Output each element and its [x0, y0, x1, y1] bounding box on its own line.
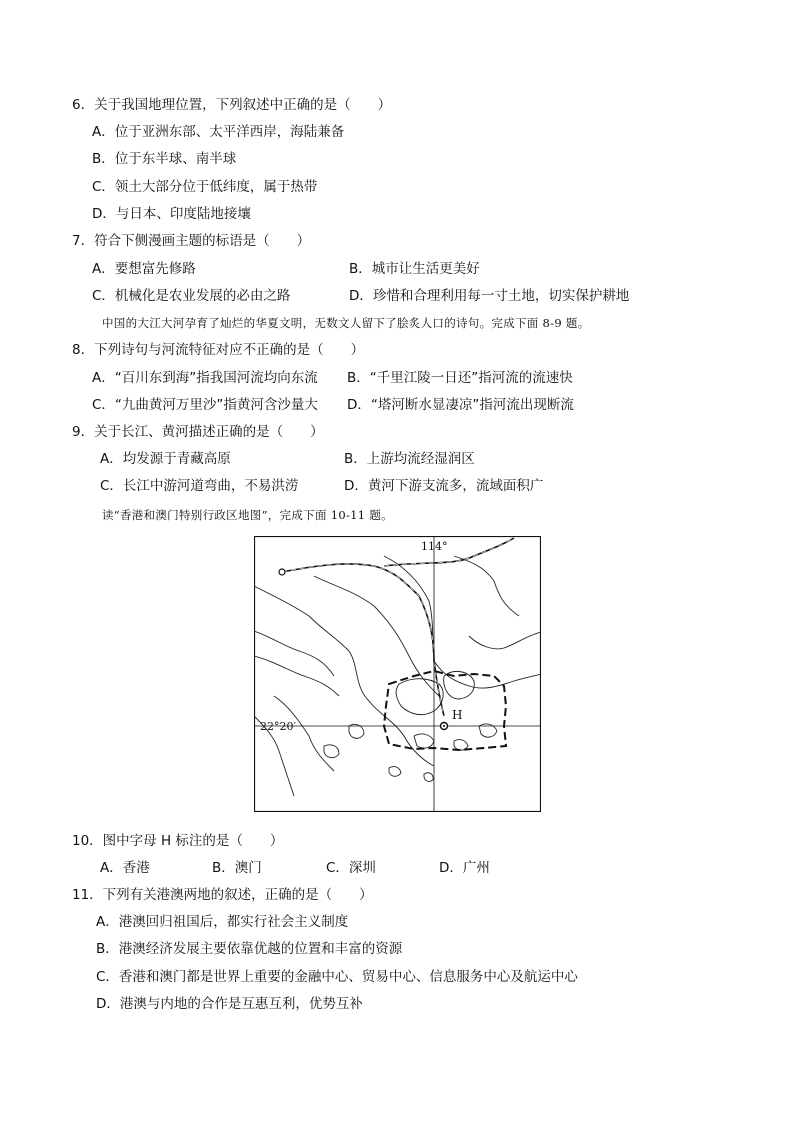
- question-11-option-b: B．港澳经济发展主要依靠优越的位置和丰富的资源: [96, 941, 403, 957]
- question-6-option-b: B．位于东半球、南半球: [92, 151, 237, 167]
- city-point: [279, 569, 285, 575]
- intro-8-9: 中国的大江大河孕育了灿烂的华夏文明，无数文人留下了脍炙人口的诗句。完成下面 8-9 题。: [102, 316, 590, 330]
- latitude-label: 22°20′: [260, 720, 296, 733]
- question-10-option-a: A．香港: [100, 860, 150, 876]
- question-6-option-d: D．与日本、印度陆地接壤: [92, 206, 251, 222]
- question-7-option-c: C．机械化是农业发展的必由之路: [92, 288, 291, 304]
- question-10-option-c: C．深圳: [326, 860, 376, 876]
- question-10-stem: 10．图中字母 H 标注的是（ ）: [72, 833, 284, 849]
- hong-kong-macau-map: [254, 536, 541, 812]
- question-8-stem: 8．下列诗句与河流特征对应不正确的是（ ）: [72, 342, 365, 358]
- question-7-stem: 7．符合下侧漫画主题的标语是（ ）: [72, 233, 311, 249]
- question-11-stem: 11．下列有关港澳两地的叙述，正确的是（ ）: [72, 887, 373, 903]
- point-h-label: H: [452, 708, 463, 722]
- intro-10-11: 读“香港和澳门特别行政区地图”，完成下面 10-11 题。: [102, 508, 393, 522]
- longitude-label: 114°: [421, 540, 448, 553]
- question-8-option-c: C．“九曲黄河万里沙”指黄河含沙量大: [92, 397, 318, 413]
- question-8-option-b: B．“千里江陵一日还”指河流的流速快: [347, 370, 573, 386]
- question-11-option-a: A．港澳回归祖国后，都实行社会主义制度: [96, 914, 349, 930]
- question-9-option-b: B．上游均流经湿润区: [344, 451, 475, 467]
- question-11-option-c: C．香港和澳门都是世界上重要的金融中心、贸易中心、信息服务中心及航运中心: [96, 969, 578, 985]
- question-8-option-d: D．“塔河断水显凄凉”指河流出现断流: [347, 397, 574, 413]
- question-9-stem: 9．关于长江、黄河描述正确的是（ ）: [72, 424, 324, 440]
- question-9-option-a: A．均发源于青藏高原: [100, 451, 231, 467]
- question-6-option-a: A．位于亚洲东部、太平洋西岸，海陆兼备: [92, 124, 345, 140]
- question-9-option-d: D．黄河下游支流多，流域面积广: [344, 478, 544, 494]
- question-10-option-b: B．澳门: [212, 860, 262, 876]
- question-7-option-b: B．城市让生活更美好: [349, 261, 480, 277]
- question-6-stem: 6．关于我国地理位置，下列叙述中正确的是（ ）: [72, 97, 392, 113]
- question-11-option-d: D．港澳与内地的合作是互惠互利，优势互补: [96, 996, 363, 1012]
- question-7-option-d: D．珍惜和合理利用每一寸土地，切实保护耕地: [349, 288, 630, 304]
- question-10-option-d: D．广州: [439, 860, 490, 876]
- question-7-option-a: A．要想富先修路: [92, 261, 196, 277]
- question-9-option-c: C．长江中游河道弯曲，不易洪涝: [100, 478, 299, 494]
- question-8-option-a: A．“百川东到海”指我国河流均向东流: [92, 370, 318, 386]
- question-6-option-c: C．领土大部分位于低纬度，属于热带: [92, 179, 318, 195]
